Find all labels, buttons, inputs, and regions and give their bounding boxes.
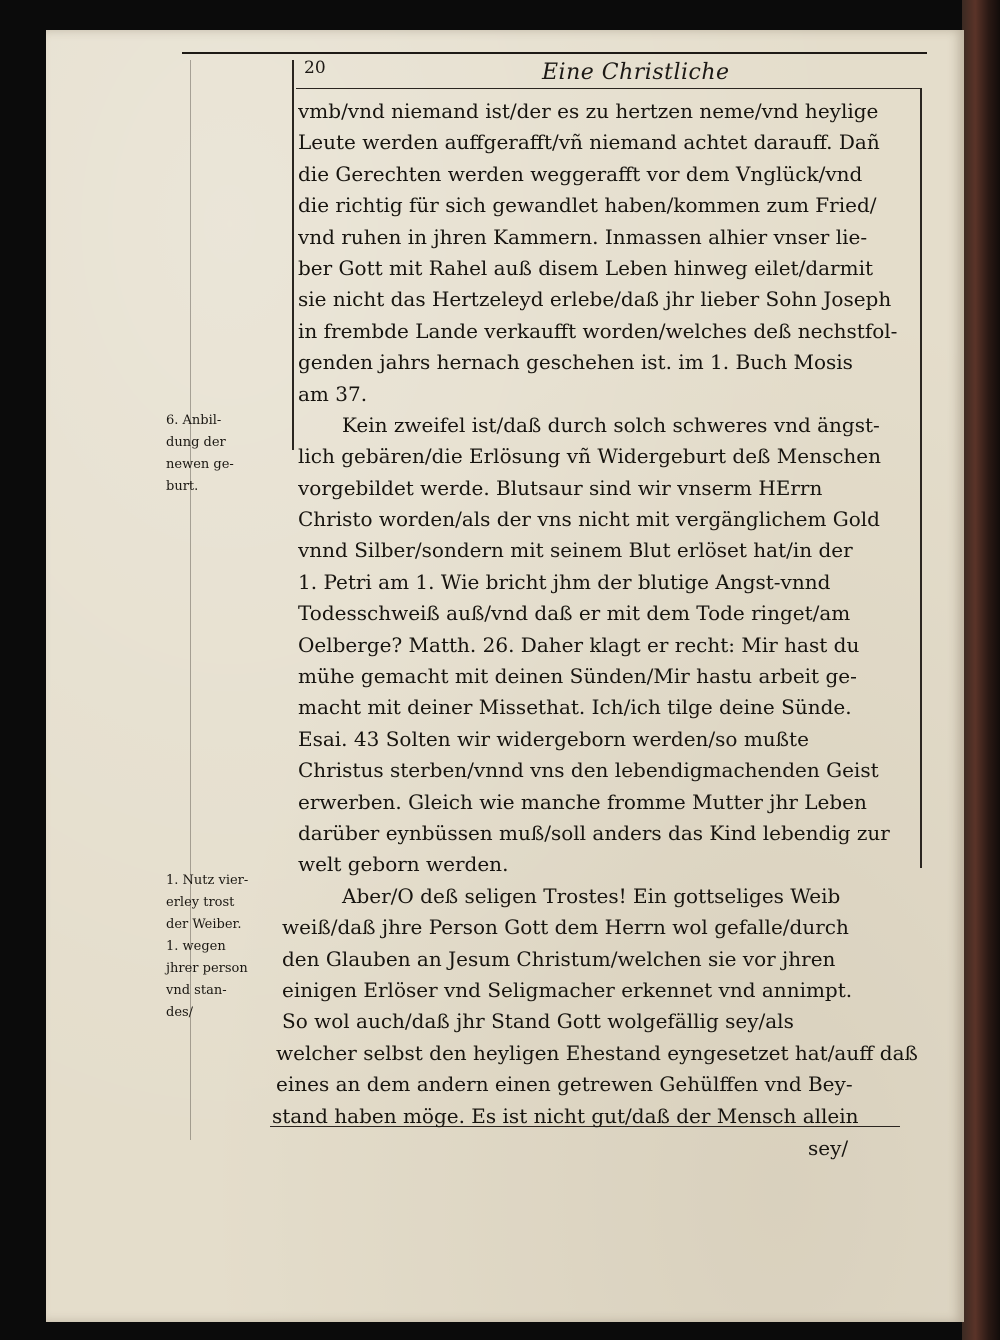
- text-line: sie nicht das Hertzeleyd erlebe/daß jhr lieber Sohn Joseph: [298, 287, 892, 312]
- text-line: Christo worden/als der vns nicht mit vergänglichem Gold: [298, 507, 880, 532]
- text-line: welcher selbst den heyligen Ehestand eyngesetzet hat/auff daß: [276, 1040, 918, 1065]
- text-line: Todesschweiß auß/vnd daß er mit dem Tode ringet/am: [298, 601, 851, 626]
- marginal-note-line: 1. Nutz vier-: [166, 873, 249, 888]
- text-line: darüber eynbüssen muß/soll anders das Kind lebendig zur: [298, 820, 890, 845]
- marginal-note-line: vnd stan-: [166, 983, 227, 998]
- text-line: macht mit deiner Missethat. Ich/ich tilge deine Sünde.: [298, 695, 852, 720]
- text-line: Kein zweifel ist/daß durch solch schweres vnd ängst-: [342, 412, 880, 437]
- marginal-note-line: erley trost: [166, 895, 235, 910]
- marginal-note-line: 6. Anbil-: [166, 413, 222, 428]
- text-line: die Gerechten werden weggerafft vor dem Vnglück/vnd: [298, 161, 863, 186]
- text-line: genden jahrs hernach geschehen ist. im 1. Buch Mosis: [298, 350, 853, 375]
- catchword: sey/: [808, 1136, 849, 1160]
- text-line: Oelberge? Matth. 26. Daher klagt er recht: Mir hast du: [298, 632, 860, 657]
- marginal-note-line: newen ge-: [166, 457, 234, 472]
- header-rule: [182, 52, 927, 54]
- text-line: ber Gott mit Rahel auß disem Leben hinweg eilet/darmit: [298, 255, 874, 280]
- text-line: weiß/daß jhre Person Gott dem Herrn wol gefalle/durch: [282, 915, 849, 940]
- marginal-note-comfort: [166, 870, 278, 1024]
- marginal-note-line: burt.: [166, 479, 199, 494]
- text-line: einigen Erlöser vnd Seligmacher erkennet vnd annimpt.: [282, 977, 853, 1002]
- text-line: Aber/O deß seligen Trostes! Ein gottseliges Weib: [342, 883, 841, 908]
- text-line: den Glauben an Jesum Christum/welchen sie vor jhren: [282, 946, 836, 971]
- text-line: vnnd Silber/sondern mit seinem Blut erlöset hat/in der: [298, 538, 853, 563]
- text-line: Leute werden auffgerafft/vñ niemand achtet darauff. Dañ: [298, 130, 880, 155]
- marginal-note-line: des/: [166, 1005, 194, 1020]
- running-head: [296, 56, 920, 88]
- marginal-note-line: 1. wegen: [166, 939, 226, 954]
- text-line: stand haben möge. Es ist nicht gut/daß der Mensch allein: [272, 1103, 859, 1128]
- text-line: am 37.: [298, 381, 368, 406]
- text-line: 1. Petri am 1. Wie bricht jhm der blutige Angst-vnnd: [298, 569, 831, 594]
- text-line: lich gebären/die Erlösung vñ Widergeburt deß Menschen: [298, 444, 882, 469]
- text-line: vmb/vnd niemand ist/der es zu hertzen neme/vnd heylige: [298, 99, 879, 123]
- text-line: die richtig für sich gewandlet haben/kommen zum Fried/: [298, 193, 877, 218]
- text-frame-top-rule: [296, 88, 922, 89]
- text-line: vnd ruhen in jhren Kammern. Inmassen alhier vnser lie-: [298, 224, 868, 249]
- text-line: Esai. 43 Solten wir widergeborn werden/so mußte: [298, 726, 809, 751]
- text-line: Christus sterben/vnnd vns den lebendigmachenden Geist: [298, 758, 879, 783]
- text-line: mühe gemacht mit deinen Sünden/Mir hastu arbeit ge-: [298, 664, 857, 689]
- marginal-note-rebirth: [166, 410, 290, 498]
- text-frame-left-rule: [292, 60, 294, 450]
- marginal-note-line: jhrer person: [166, 961, 248, 976]
- text-line: erwerben. Gleich wie manche fromme Mutter jhr Leben: [298, 789, 867, 814]
- text-line: welt geborn werden.: [298, 852, 509, 877]
- body-text: [272, 96, 918, 1132]
- text-line: So wol auch/daß jhr Stand Gott wolgefällig sey/als: [282, 1009, 794, 1034]
- text-line: vorgebildet werde. Blutsaur sind wir vnserm HErrn: [298, 475, 823, 500]
- marginal-note-line: der Weiber.: [166, 917, 242, 932]
- text-line: eines an dem andern einen getrewen Gehülffen vnd Bey-: [276, 1072, 853, 1097]
- book-spine-edge: [962, 0, 1000, 1340]
- text-frame-right-rule: [920, 88, 922, 868]
- marginal-note-line: dung der: [166, 435, 226, 450]
- text-line: in frembde Lande verkaufft worden/welches deß nechstfol-: [298, 318, 898, 343]
- running-head-title: Eine Christliche: [542, 60, 730, 85]
- page-number: 20: [304, 58, 326, 78]
